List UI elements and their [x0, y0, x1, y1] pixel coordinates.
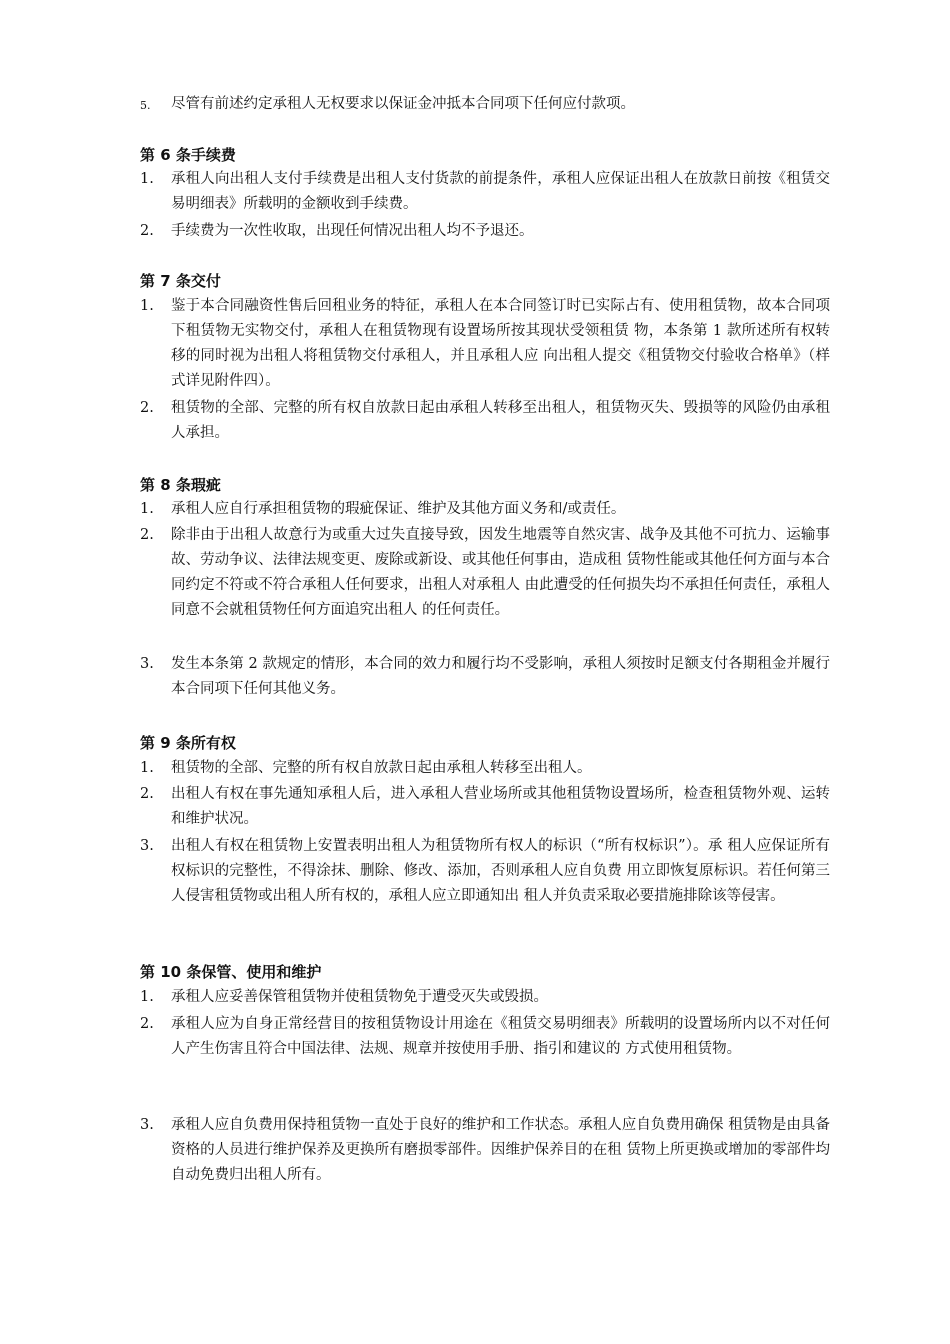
item-text: 承租人应自行承担租赁物的瑕疵保证、维护及其他方面义务和/或责任。: [171, 501, 626, 517]
list-item: [140, 167, 830, 217]
list-item: [140, 652, 830, 702]
item-text: 出租人有权在事先通知承租人后，进入承租人营业场所或其他租赁物设置场所，检查租赁物外观、运转和维护状况。: [171, 786, 830, 827]
item-number: 3.: [140, 656, 154, 672]
section-heading: 第 8 条瑕疵: [140, 476, 221, 494]
list-item: [140, 497, 830, 522]
item-number: 1.: [140, 171, 154, 187]
item-text: 发生本条第 2 款规定的情形，本合同的效力和履行均不受影响，承租人须按时足额支付各期租金并履行本合同项下任何其他义务。: [171, 656, 830, 697]
item-text: 出租人有权在租赁物上安置表明出租人为租赁物所有权人的标识（“所有权标识”）。承 租人应保证所有权标识的完整性，不得涂抹、删除、修改、添加，否则承租人应自负费 用立即恢复原标识。若任何第三人侵害租赁物或出租人所有权的，承租人应立即通知出 租人并负责采取必要措施排除该等侵害。: [171, 838, 830, 904]
item-text: 租赁物的全部、完整的所有权自放款日起由承租人转移至出租人，租赁物灭失、毁损等的风险仍由承租人承担。: [171, 400, 830, 441]
item-number: 2.: [140, 786, 154, 802]
item-number: 3.: [140, 838, 154, 854]
item-text: 尽管有前述约定承租人无权要求以保证金冲抵本合同项下任何应付款项。: [171, 96, 635, 112]
section-heading: 第 6 条手续费: [140, 146, 236, 164]
item-text: 承租人应自负费用保持租赁物一直处于良好的维护和工作状态。承租人应自负费用确保 租赁物是由具备资格的人员进行维护保养及更换所有磨损零部件。因维护保养目的在租 赁物上所更换或增加的零部件均自动免费归出租人所有。: [171, 1117, 830, 1183]
list-item: [140, 523, 830, 623]
section-heading: 第 9 条所有权: [140, 734, 236, 752]
list-item: [140, 985, 830, 1010]
item-text: 除非由于出租人故意行为或重大过失直接导致，因发生地震等自然灾害、战争及其他不可抗力、运输事故、劳动争议、法律法规变更、废除或新设、或其他任何事由，造成租 赁物性能或其他任何方面与本合同约定不符或不符合承租人任何要求，出租人对承租人 由此遭受的任何损失均不承担任何责任，承租人同意不会就租赁物任何方面追究出租人 的任何责任。: [171, 527, 830, 618]
item-text: 租赁物的全部、完整的所有权自放款日起由承租人转移至出租人。: [171, 760, 592, 776]
list-item: [140, 294, 830, 394]
list-item: [140, 1012, 830, 1062]
item-number: 1.: [140, 298, 154, 314]
item-number: 3.: [140, 1117, 154, 1133]
list-item: [140, 1113, 830, 1188]
item-text: 手续费为一次性收取，出现任何情况出租人均不予退还。: [171, 223, 534, 239]
item-number: 1.: [140, 989, 154, 1005]
list-item: [140, 756, 830, 781]
item-number: 2.: [140, 1016, 154, 1032]
item-text: 承租人应妥善保管租赁物并使租赁物免于遭受灭失或毁损。: [171, 989, 548, 1005]
list-item: [140, 92, 830, 117]
item-number: 5.: [140, 99, 151, 112]
section-heading: 第 10 条保管、使用和维护: [140, 963, 322, 981]
item-number: 2.: [140, 223, 154, 239]
item-text: 鉴于本合同融资性售后回租业务的特征，承租人在本合同签订时已实际占有、使用租赁物，故本合同项下租赁物无实物交付，承租人在租赁物现有设置场所按其现状受领租赁 物，本条第 1 款所述所有权转移的同时视为出租人将租赁物交付承租人，并且承租人应 向出租人提交《租赁物交付验收合格单》（样式详见附件四）。: [171, 298, 830, 389]
list-item: [140, 219, 830, 244]
section-heading: 第 7 条交付: [140, 272, 221, 290]
list-item: [140, 396, 830, 446]
item-number: 2.: [140, 400, 154, 416]
item-text: 承租人向出租人支付手续费是出租人支付货款的前提条件，承租人应保证出租人在放款日前按《租赁交易明细表》所载明的金额收到手续费。: [171, 171, 830, 212]
item-number: 1.: [140, 501, 154, 517]
item-text: 承租人应为自身正常经营目的按租赁物设计用途在《租赁交易明细表》所载明的设置场所内以不对任何人产生伤害且符合中国法律、法规、规章并按使用手册、指引和建议的 方式使用租赁物。: [171, 1016, 830, 1057]
item-number: 2.: [140, 527, 154, 543]
item-number: 1.: [140, 760, 154, 776]
list-item: [140, 834, 830, 909]
list-item: [140, 782, 830, 832]
